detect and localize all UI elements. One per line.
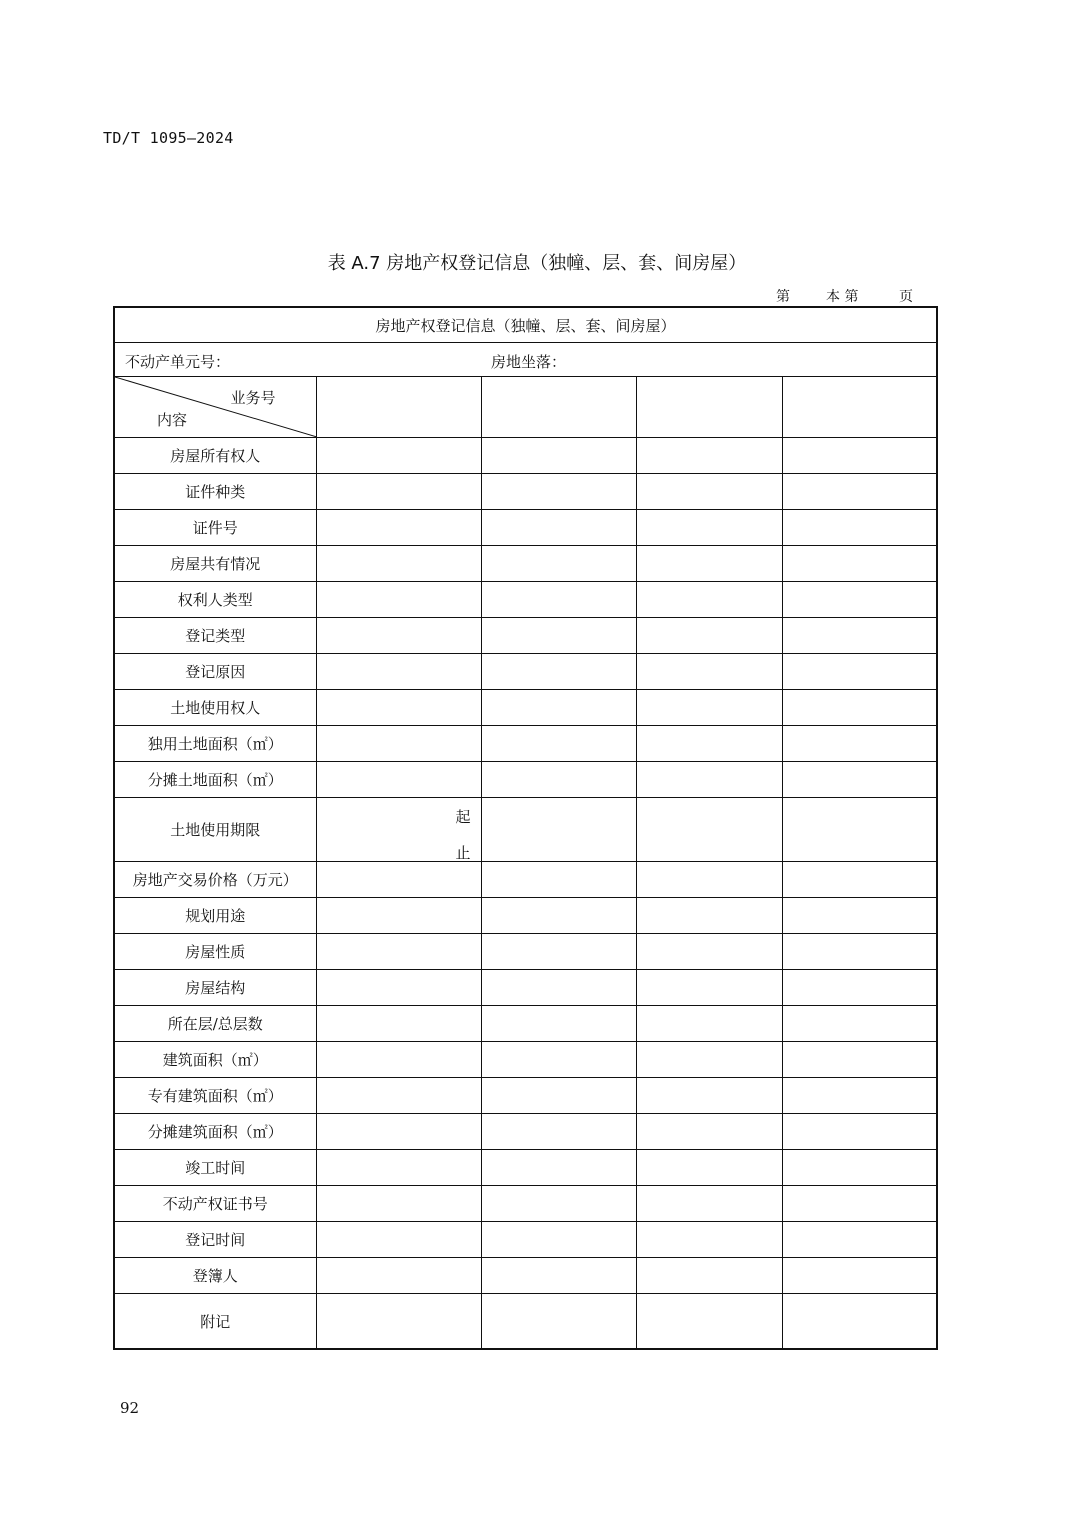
data-cell[interactable] (316, 1114, 481, 1150)
data-cell[interactable] (782, 1186, 937, 1222)
data-cell[interactable] (481, 898, 636, 934)
data-cell[interactable] (316, 474, 481, 510)
data-cell[interactable] (481, 1186, 636, 1222)
data-cell[interactable] (782, 690, 937, 726)
data-cell[interactable] (481, 1150, 636, 1186)
row-label: 房屋结构 (114, 970, 316, 1006)
data-cell[interactable] (782, 762, 937, 798)
data-cell[interactable] (636, 582, 782, 618)
data-cell[interactable] (782, 970, 937, 1006)
data-cell[interactable] (782, 618, 937, 654)
location-label: 房地坐落： (491, 353, 567, 371)
data-cell[interactable] (636, 1006, 782, 1042)
page-ref-ben: 本 第 (826, 289, 859, 305)
row-label: 建筑面积（㎡） (114, 1042, 316, 1078)
data-cell[interactable] (481, 510, 636, 546)
data-cell[interactable] (481, 474, 636, 510)
business-cell[interactable] (481, 377, 636, 438)
data-cell[interactable] (481, 1006, 636, 1042)
data-cell[interactable] (636, 510, 782, 546)
diagonal-line (115, 377, 317, 437)
row-label: 登记类型 (114, 618, 316, 654)
row-label: 房屋性质 (114, 934, 316, 970)
data-cell[interactable] (782, 798, 937, 862)
data-cell[interactable] (481, 438, 636, 474)
unit-number-label: 不动产单元号： (125, 353, 231, 371)
data-cell[interactable] (316, 934, 481, 970)
row-label: 分摊土地面积（㎡） (114, 762, 316, 798)
data-cell[interactable] (782, 1222, 937, 1258)
standard-code: TD/T 1095—2024 (103, 129, 234, 147)
data-cell[interactable] (481, 798, 636, 862)
row-label: 房屋所有权人 (114, 438, 316, 474)
business-number-label: 业务号 (230, 389, 276, 407)
row-label: 土地使用期限 (114, 798, 316, 862)
row-label: 规划用途 (114, 898, 316, 934)
data-cell[interactable] (636, 898, 782, 934)
data-cell[interactable] (636, 474, 782, 510)
data-cell[interactable] (316, 970, 481, 1006)
data-cell[interactable] (636, 654, 782, 690)
data-cell[interactable] (636, 934, 782, 970)
data-cell[interactable] (481, 1042, 636, 1078)
row-label: 分摊建筑面积（㎡） (114, 1114, 316, 1150)
page-ref-ye: 页 (899, 289, 913, 305)
data-cell[interactable] (316, 654, 481, 690)
data-cell[interactable] (782, 1294, 937, 1350)
row-label: 专有建筑面积（㎡） (114, 1078, 316, 1114)
data-cell[interactable] (636, 1186, 782, 1222)
business-cell[interactable] (316, 377, 481, 438)
land-term-cell[interactable] (316, 798, 481, 862)
data-cell[interactable] (636, 762, 782, 798)
data-cell[interactable] (316, 762, 481, 798)
data-cell[interactable] (481, 726, 636, 762)
data-cell[interactable] (481, 1114, 636, 1150)
data-cell[interactable] (316, 618, 481, 654)
data-cell[interactable] (481, 690, 636, 726)
data-cell[interactable] (316, 1006, 481, 1042)
row-label: 登记原因 (114, 654, 316, 690)
data-cell[interactable] (636, 618, 782, 654)
data-cell[interactable] (316, 510, 481, 546)
data-cell[interactable] (636, 438, 782, 474)
data-cell[interactable] (636, 690, 782, 726)
data-cell[interactable] (782, 1258, 937, 1294)
data-cell[interactable] (782, 1114, 937, 1150)
data-cell[interactable] (636, 1222, 782, 1258)
data-cell[interactable] (636, 970, 782, 1006)
data-cell[interactable] (481, 762, 636, 798)
data-cell[interactable] (316, 582, 481, 618)
data-cell[interactable] (782, 1006, 937, 1042)
data-cell[interactable] (481, 970, 636, 1006)
data-cell[interactable] (782, 1150, 937, 1186)
row-label: 证件号 (114, 510, 316, 546)
data-cell[interactable] (316, 1042, 481, 1078)
data-cell[interactable] (782, 474, 937, 510)
diagonal-header-cell (114, 377, 316, 438)
data-cell[interactable] (316, 1186, 481, 1222)
data-cell[interactable] (481, 618, 636, 654)
term-end-label: 止 (455, 844, 471, 862)
data-cell[interactable] (481, 1222, 636, 1258)
data-cell[interactable] (316, 690, 481, 726)
data-cell[interactable] (636, 726, 782, 762)
data-cell[interactable] (636, 1078, 782, 1114)
registration-table (113, 306, 938, 1350)
data-cell[interactable] (636, 1150, 782, 1186)
data-cell[interactable] (782, 1078, 937, 1114)
row-label: 独用土地面积（㎡） (114, 726, 316, 762)
data-cell[interactable] (316, 898, 481, 934)
data-cell[interactable] (782, 726, 937, 762)
data-cell[interactable] (636, 1114, 782, 1150)
row-label: 所在层/总层数 (114, 1006, 316, 1042)
data-cell[interactable] (636, 862, 782, 898)
row-label: 不动产权证书号 (114, 1186, 316, 1222)
row-label: 房地产交易价格（万元） (114, 862, 316, 898)
row-label: 权利人类型 (114, 582, 316, 618)
data-cell[interactable] (316, 1078, 481, 1114)
data-cell[interactable] (782, 438, 937, 474)
data-cell[interactable] (782, 582, 937, 618)
data-cell[interactable] (316, 546, 481, 582)
data-cell[interactable] (316, 1294, 481, 1350)
data-cell[interactable] (481, 862, 636, 898)
data-cell[interactable] (782, 1042, 937, 1078)
row-label: 附记 (114, 1294, 316, 1350)
row-label: 登簿人 (114, 1258, 316, 1294)
info-row (114, 343, 937, 377)
data-cell[interactable] (481, 654, 636, 690)
row-label: 土地使用权人 (114, 690, 316, 726)
data-cell[interactable] (481, 546, 636, 582)
data-cell[interactable] (782, 934, 937, 970)
data-cell[interactable] (782, 510, 937, 546)
data-cell[interactable] (636, 1258, 782, 1294)
business-cell[interactable] (636, 377, 782, 438)
business-cell[interactable] (782, 377, 937, 438)
row-label: 证件种类 (114, 474, 316, 510)
data-cell[interactable] (636, 1294, 782, 1350)
page-ref-di: 第 (776, 289, 790, 305)
data-cell[interactable] (481, 582, 636, 618)
data-cell[interactable] (782, 862, 937, 898)
data-cell[interactable] (481, 934, 636, 970)
term-start-label: 起 (455, 808, 471, 826)
data-cell[interactable] (782, 654, 937, 690)
data-cell[interactable] (636, 798, 782, 862)
data-cell[interactable] (316, 1150, 481, 1186)
table-caption: 表 A.7 房地产权登记信息（独幢、层、套、间房屋） (327, 253, 747, 274)
content-label: 内容 (157, 411, 188, 429)
data-cell[interactable] (316, 862, 481, 898)
data-cell[interactable] (481, 1258, 636, 1294)
table-title: 房地产权登记信息（独幢、层、套、间房屋） (114, 307, 937, 343)
data-cell[interactable] (481, 1294, 636, 1350)
row-label: 房屋共有情况 (114, 546, 316, 582)
data-cell[interactable] (316, 1258, 481, 1294)
data-cell[interactable] (636, 546, 782, 582)
data-cell[interactable] (782, 898, 937, 934)
data-cell[interactable] (316, 726, 481, 762)
data-cell[interactable] (636, 1042, 782, 1078)
data-cell[interactable] (316, 438, 481, 474)
row-label: 竣工时间 (114, 1150, 316, 1186)
data-cell[interactable] (782, 546, 937, 582)
page-number: 92 (120, 1399, 140, 1417)
row-label: 登记时间 (114, 1222, 316, 1258)
data-cell[interactable] (481, 1078, 636, 1114)
data-cell[interactable] (316, 1222, 481, 1258)
